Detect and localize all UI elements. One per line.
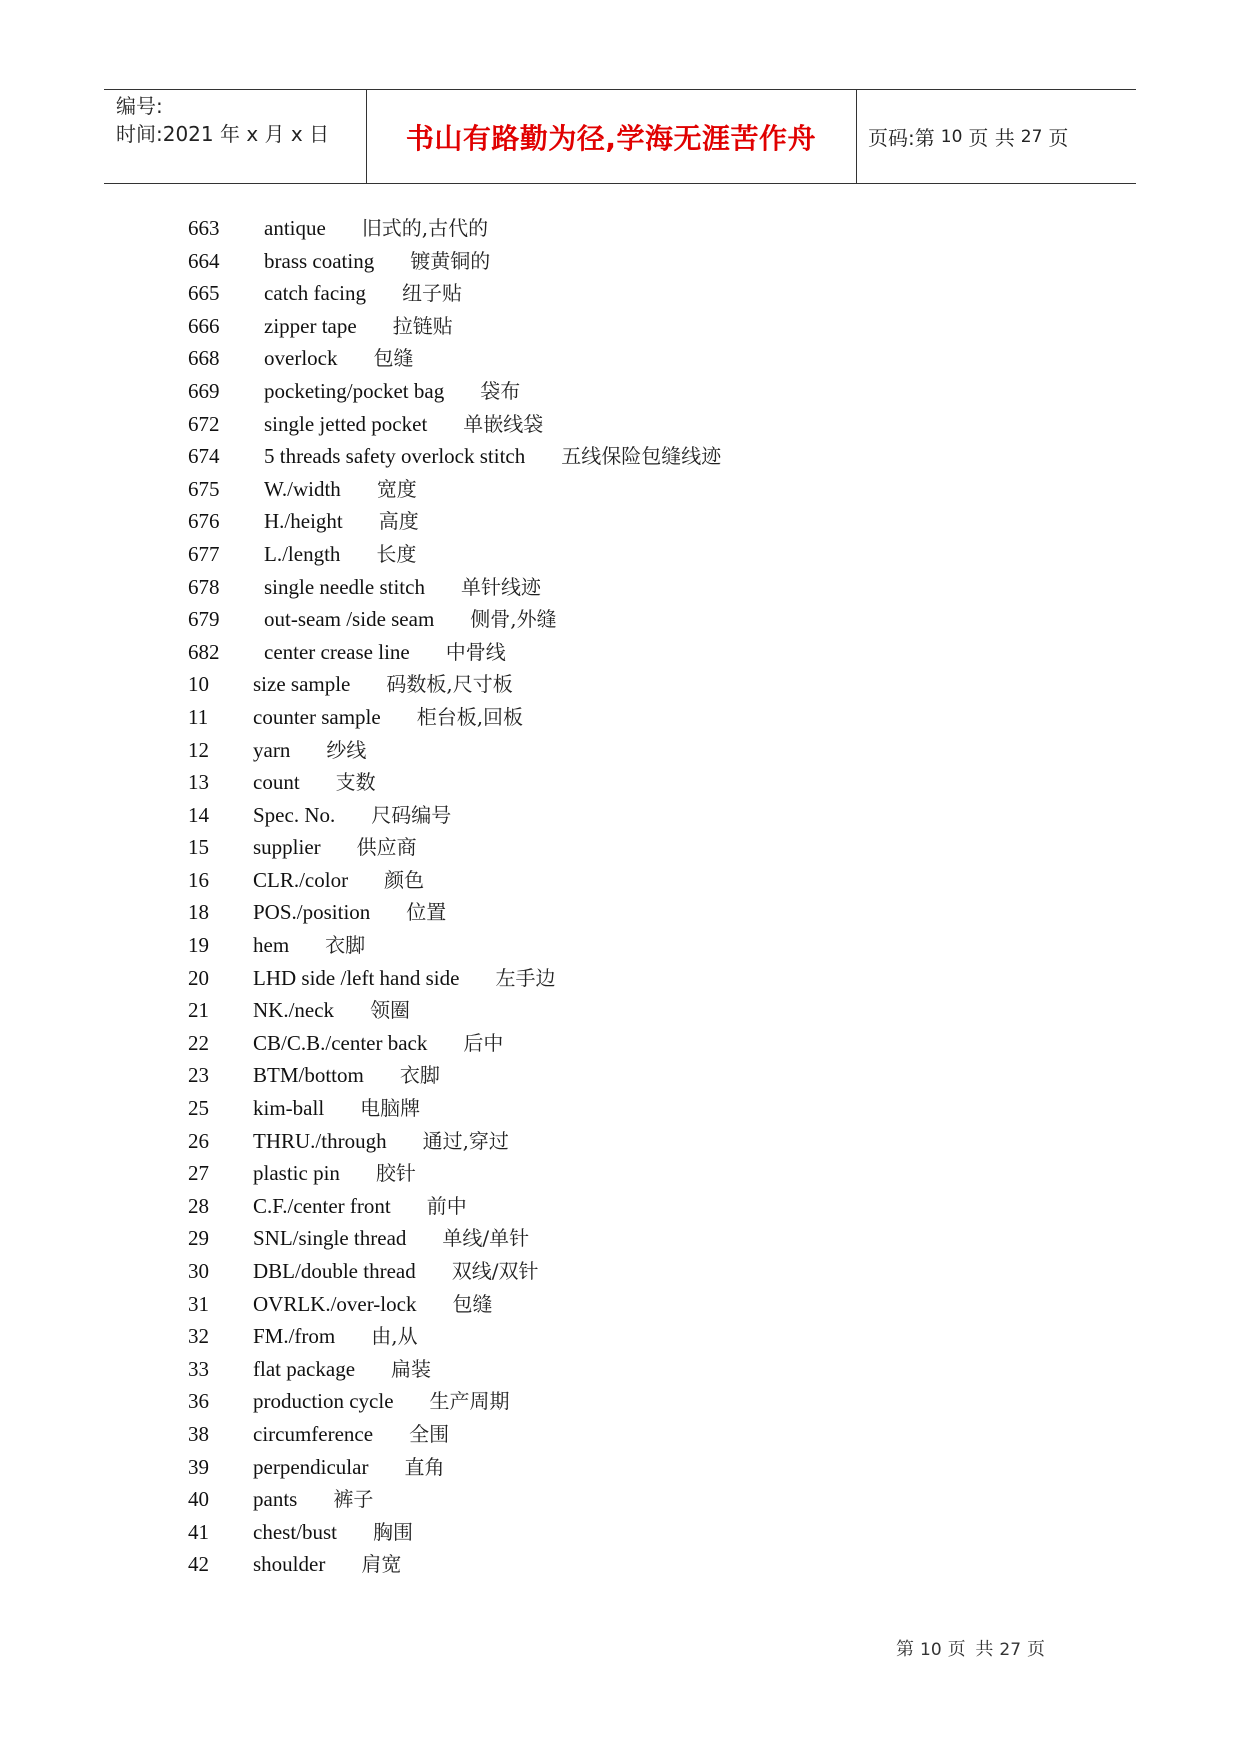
entry-number: 41 — [188, 1519, 209, 1544]
entry-chinese: 位置 — [406, 900, 447, 925]
entry-text — [253, 1418, 449, 1450]
entry-english: L./length — [264, 541, 341, 566]
list-item — [0, 636, 1241, 669]
entry-english: chest/bust — [253, 1519, 337, 1544]
serial-label: 编号: — [116, 94, 163, 118]
entry-english: 5 threads safety overlock stitch — [264, 444, 526, 469]
entry-chinese: 宽度 — [376, 476, 417, 501]
entry-text — [253, 1385, 510, 1417]
entry-english: NK./neck — [253, 998, 335, 1023]
entry-text — [253, 1548, 401, 1580]
entry-chinese: 包缝 — [452, 1291, 493, 1316]
entry-chinese: 衣脚 — [325, 933, 366, 958]
entry-number: 36 — [188, 1389, 209, 1414]
entry-text — [264, 440, 721, 472]
entry-chinese: 拉链贴 — [392, 313, 453, 338]
entry-text — [253, 831, 417, 863]
entry-english: brass coating — [264, 248, 375, 273]
entry-text — [253, 1157, 416, 1189]
entry-english: perpendicular — [253, 1454, 369, 1479]
entry-chinese: 单线/单针 — [442, 1226, 530, 1251]
entry-number: 663 — [188, 216, 220, 240]
entry-english: CB/C.B./center back — [253, 1030, 428, 1055]
entry-number: 13 — [188, 770, 209, 795]
entry-text — [253, 1092, 420, 1124]
entry-chinese: 双线/双针 — [451, 1259, 539, 1283]
entry-english: zipper tape — [264, 313, 357, 338]
list-item — [0, 1548, 1241, 1581]
list-item — [0, 310, 1241, 343]
entry-number: 679 — [188, 607, 220, 632]
entry-text — [253, 1451, 444, 1483]
entry-chinese: 全围 — [409, 1421, 450, 1446]
entry-english: plastic pin — [253, 1161, 340, 1186]
entry-chinese: 镀黄铜的 — [410, 248, 491, 273]
entry-chinese: 中骨线 — [445, 639, 506, 664]
header-divider — [856, 90, 857, 183]
entry-chinese: 包缝 — [373, 346, 414, 371]
list-item — [0, 701, 1241, 734]
list-item — [0, 1288, 1241, 1321]
entry-english: FM./from — [253, 1324, 336, 1349]
entry-text — [264, 571, 541, 603]
entry-text — [253, 701, 523, 733]
list-item — [0, 245, 1241, 278]
entry-text — [253, 1483, 373, 1515]
entry-english: flat package — [253, 1356, 356, 1381]
entry-english: DBL/double thread — [253, 1259, 416, 1283]
entry-number: 666 — [188, 313, 220, 338]
entry-chinese: 纱线 — [326, 737, 367, 762]
entry-number: 678 — [188, 574, 220, 599]
entry-english: pants — [253, 1487, 298, 1512]
entry-chinese: 裤子 — [333, 1487, 374, 1512]
entry-number: 25 — [188, 1096, 209, 1121]
entry-text — [264, 408, 543, 440]
entry-text — [253, 864, 424, 896]
list-item — [0, 1092, 1241, 1125]
list-item — [0, 1385, 1241, 1418]
list-item — [0, 1222, 1241, 1255]
entry-number: 18 — [188, 900, 209, 925]
entry-english: hem — [253, 933, 290, 958]
list-item — [0, 864, 1241, 897]
entry-chinese: 单针线迹 — [460, 574, 541, 599]
entry-english: W./width — [264, 476, 341, 501]
entry-english: supplier — [253, 835, 321, 860]
entry-english: POS./position — [253, 900, 371, 925]
list-item — [0, 1125, 1241, 1158]
entry-text — [253, 1125, 509, 1157]
entry-number: 30 — [188, 1259, 209, 1283]
entry-number: 22 — [188, 1030, 209, 1055]
entry-text — [253, 766, 376, 798]
date-label: 时间:2021 年 x 月 x 日 — [116, 122, 330, 146]
list-item — [0, 668, 1241, 701]
entry-number: 20 — [188, 965, 209, 990]
entry-english: production cycle — [253, 1389, 394, 1414]
list-item — [0, 473, 1241, 506]
entry-text — [264, 342, 413, 374]
list-item — [0, 831, 1241, 864]
footer-prefix: 第 — [896, 1639, 914, 1660]
entry-text — [253, 929, 365, 961]
entry-number: 682 — [188, 639, 220, 664]
entry-chinese: 电脑牌 — [360, 1096, 421, 1121]
entry-number: 14 — [188, 802, 209, 827]
entry-chinese: 领圈 — [370, 998, 411, 1023]
entry-number: 665 — [188, 281, 220, 306]
entry-english: circumference — [253, 1421, 374, 1446]
list-item — [0, 212, 1241, 245]
entry-english: Spec. No. — [253, 802, 336, 827]
header-slogan: 书山有路勤为径,学海无涯苦作舟 — [405, 121, 817, 155]
entry-english: CLR./color — [253, 867, 349, 892]
list-item — [0, 994, 1241, 1027]
entry-english: OVRLK./over-lock — [253, 1291, 417, 1316]
list-item — [0, 1320, 1241, 1353]
entry-text — [253, 1516, 413, 1548]
entry-number: 674 — [188, 444, 220, 469]
entry-text — [253, 1353, 431, 1385]
page-suffix: 页 — [1048, 126, 1069, 150]
entry-text — [253, 1027, 503, 1059]
entry-number: 669 — [188, 378, 220, 403]
entry-text — [253, 1222, 529, 1254]
entry-text — [253, 1320, 418, 1352]
page-total: 27 — [1020, 126, 1043, 147]
entry-chinese: 柜台板,回板 — [416, 704, 524, 729]
entry-number: 16 — [188, 867, 209, 892]
entry-number: 42 — [188, 1552, 209, 1577]
list-item — [0, 1418, 1241, 1451]
entry-number: 11 — [188, 704, 209, 729]
list-item — [0, 1157, 1241, 1190]
entry-text — [253, 962, 555, 994]
entry-number: 39 — [188, 1454, 209, 1479]
list-item — [0, 1451, 1241, 1484]
entry-number: 31 — [188, 1291, 209, 1316]
entry-english: antique — [264, 216, 326, 240]
entry-english: H./height — [264, 509, 343, 534]
entry-chinese: 袋布 — [480, 378, 521, 403]
header-info — [116, 92, 329, 148]
entry-text — [253, 896, 446, 928]
entry-number: 23 — [188, 1063, 209, 1088]
entry-text — [264, 603, 557, 635]
entry-number: 664 — [188, 248, 220, 273]
entry-text — [253, 994, 410, 1026]
entry-english: catch facing — [264, 281, 367, 306]
page-mid: 页 共 — [968, 126, 1015, 150]
entry-number: 32 — [188, 1324, 209, 1349]
entry-english: shoulder — [253, 1552, 326, 1577]
entry-text — [264, 277, 462, 309]
entry-text — [264, 473, 417, 505]
entry-text — [264, 212, 488, 244]
entry-english: overlock — [264, 346, 338, 371]
entry-chinese: 衣脚 — [399, 1063, 440, 1088]
entry-english: counter sample — [253, 704, 381, 729]
entry-number: 10 — [188, 672, 209, 697]
entry-number: 21 — [188, 998, 209, 1023]
page-current: 10 — [940, 126, 963, 147]
entry-chinese: 侧骨,外缝 — [470, 607, 557, 632]
entry-text — [253, 1059, 440, 1091]
entry-chinese: 后中 — [463, 1030, 504, 1055]
glossary-list — [0, 212, 1241, 1581]
list-item — [0, 408, 1241, 441]
footer-total: 27 — [999, 1640, 1022, 1660]
entry-english: count — [253, 770, 300, 795]
entry-number: 675 — [188, 476, 220, 501]
entry-chinese: 旧式的,古代的 — [361, 216, 489, 240]
list-item — [0, 1190, 1241, 1223]
entry-text — [253, 668, 513, 700]
list-item — [0, 571, 1241, 604]
entry-chinese: 供应商 — [356, 835, 417, 860]
list-item — [0, 896, 1241, 929]
list-item — [0, 1059, 1241, 1092]
list-item — [0, 1353, 1241, 1386]
entry-chinese: 纽子贴 — [402, 281, 463, 306]
entry-number: 33 — [188, 1356, 209, 1381]
list-item — [0, 277, 1241, 310]
entry-chinese: 生产周期 — [429, 1389, 510, 1414]
entry-chinese: 胸围 — [373, 1519, 413, 1544]
list-item — [0, 734, 1241, 767]
entry-english: single jetted pocket — [264, 411, 428, 436]
entry-chinese: 胶针 — [375, 1161, 416, 1186]
list-item — [0, 505, 1241, 538]
entry-english: C.F./center front — [253, 1193, 391, 1218]
entry-number: 676 — [188, 509, 220, 534]
list-item — [0, 799, 1241, 832]
list-item — [0, 766, 1241, 799]
entry-english: yarn — [253, 737, 291, 762]
entry-text — [253, 1288, 492, 1320]
footer-suffix: 页 — [1027, 1639, 1046, 1660]
header-table — [104, 89, 1136, 184]
list-item — [0, 342, 1241, 375]
entry-english: THRU./through — [253, 1128, 387, 1153]
entry-number: 29 — [188, 1226, 209, 1251]
entry-chinese: 由,从 — [371, 1324, 418, 1349]
entry-chinese: 尺码编号 — [371, 802, 452, 827]
entry-number: 26 — [188, 1128, 209, 1153]
entry-text — [253, 734, 366, 766]
entry-text — [253, 1190, 467, 1222]
entry-english: SNL/single thread — [253, 1226, 407, 1251]
list-item — [0, 1027, 1241, 1060]
entry-text — [264, 505, 419, 537]
entry-english: LHD side /left hand side — [253, 965, 460, 990]
entry-text — [264, 636, 506, 668]
entry-chinese: 码数板,尺寸板 — [386, 672, 513, 697]
list-item — [0, 1483, 1241, 1516]
list-item — [0, 962, 1241, 995]
entry-number: 668 — [188, 346, 220, 371]
entry-number: 15 — [188, 835, 209, 860]
entry-english: kim-ball — [253, 1096, 325, 1121]
entry-text — [264, 245, 490, 277]
header-page-number — [868, 90, 1068, 183]
page-footer — [896, 1635, 1045, 1661]
entry-chinese: 扁装 — [391, 1356, 432, 1381]
entry-text — [253, 799, 451, 831]
list-item — [0, 538, 1241, 571]
footer-current: 10 — [920, 1640, 942, 1660]
entry-chinese: 前中 — [426, 1193, 467, 1218]
entry-text — [264, 538, 416, 570]
list-item — [0, 929, 1241, 962]
entry-chinese: 肩宽 — [361, 1552, 402, 1577]
entry-english: center crease line — [264, 639, 410, 664]
entry-number: 28 — [188, 1193, 209, 1218]
entry-chinese: 单嵌线袋 — [463, 411, 544, 436]
entry-english: size sample — [253, 672, 351, 697]
entry-number: 27 — [188, 1161, 209, 1186]
entry-chinese: 左手边 — [495, 965, 556, 990]
entry-chinese: 高度 — [378, 509, 419, 534]
entry-english: pocketing/pocket bag — [264, 378, 445, 403]
entry-chinese: 支数 — [335, 770, 376, 795]
entry-chinese: 五线保险包缝线迹 — [561, 444, 722, 469]
entry-text — [264, 310, 453, 342]
entry-chinese: 通过,穿过 — [422, 1128, 509, 1153]
list-item — [0, 1516, 1241, 1549]
entry-number: 677 — [188, 541, 220, 566]
entry-chinese: 长度 — [376, 541, 417, 566]
list-item — [0, 603, 1241, 636]
list-item — [0, 1255, 1241, 1288]
page-prefix: 页码:第 — [868, 126, 935, 150]
entry-english: BTM/bottom — [253, 1063, 364, 1088]
entry-chinese: 直角 — [404, 1454, 445, 1479]
entry-number: 19 — [188, 933, 209, 958]
entry-english: out-seam /side seam — [264, 607, 435, 632]
entry-text — [253, 1255, 538, 1287]
entry-text — [264, 375, 520, 407]
entry-number: 12 — [188, 737, 209, 762]
list-item — [0, 440, 1241, 473]
entry-number: 38 — [188, 1421, 209, 1446]
entry-english: single needle stitch — [264, 574, 425, 599]
entry-chinese: 颜色 — [384, 867, 425, 892]
list-item — [0, 375, 1241, 408]
footer-mid: 页 共 — [947, 1639, 994, 1660]
entry-number: 672 — [188, 411, 220, 436]
entry-number: 40 — [188, 1487, 209, 1512]
